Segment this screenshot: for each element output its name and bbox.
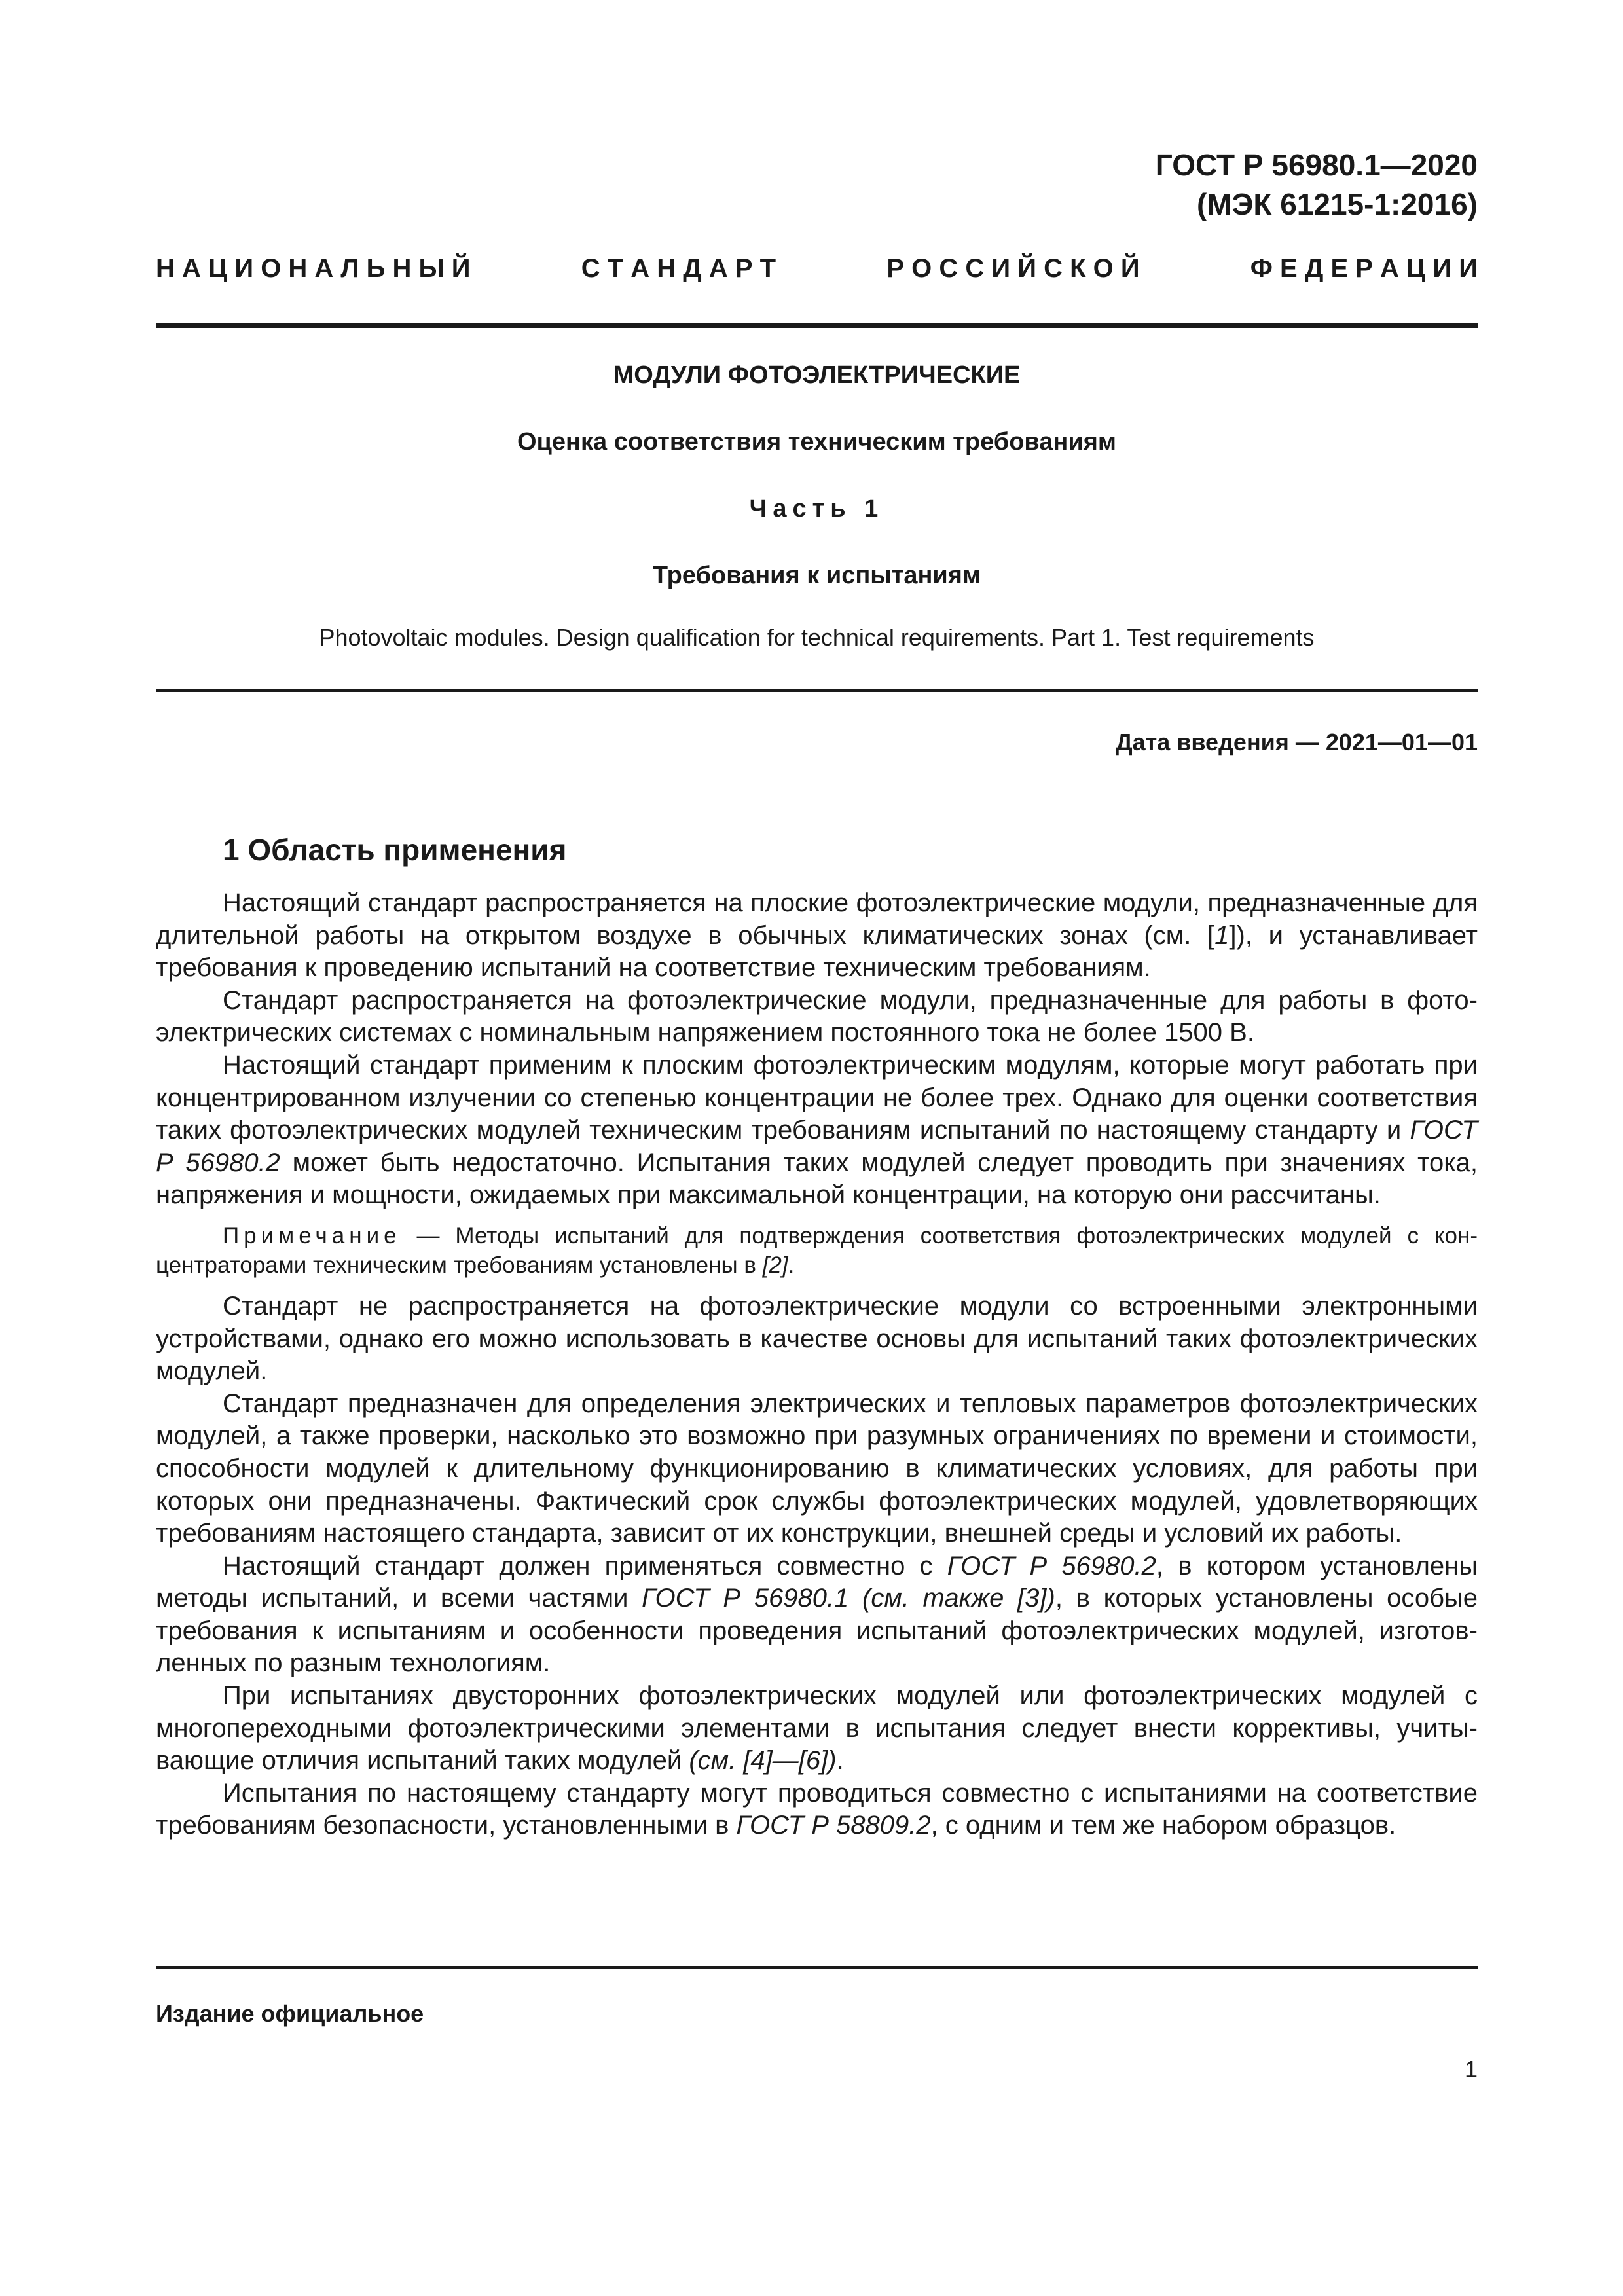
banner-word: С Т А Н Д А Р Т [581,254,776,283]
paragraph: Стандарт предназначен для определения электрических и тепловых параметров фотоэлектрических модулей, а также проверки, насколько это возможно при разумных ограничениях по времени и стоимости, способности модулей к длительному функционированию в климатических условиях, для работы при которых они предназначены. Фактический срок службы фотоэлектрических модулей, удовлетворяющих требованиям настоящего стандарта, зависит от их конструкции, внешней среды и условий их работы. [156,1389,1478,1548]
note-label: Примечание [223,1222,401,1248]
section-heading: 1 Область применения [223,833,567,867]
document-part: Часть 1 [749,495,884,522]
reference-link: ГОСТ Р 56980.2 [156,1116,1478,1177]
paragraph: Настоящий стандарт должен применяться совместно с ГОСТ Р 56980.2, в котором установлены методы испытаний, и всеми частями ГОСТ Р 56980.1 (см. также [3]), в которых установлены особые требования к испытаниям и особенности проведения испытаний фотоэлектрических модулей, изготовленных по разным технологиям. [156,1551,1478,1678]
standard-code-iec: (МЭК 61215-1:2016) [1196,187,1478,221]
section-body [156,887,1478,1842]
note-paragraph: Примечание — Методы испытаний для подтверждения соответствия фотоэлектрических модулей с концентраторами техническим требованиям установлены в [2]. [156,1222,1478,1278]
reference-link: ГОСТ Р 56980.1 (см. также [3]) [642,1584,1055,1613]
banner-word: Н А Ц И О Н А Л Ь Н Ы Й [156,254,471,283]
standard-code-gost: ГОСТ Р 56980.1—2020 [1155,148,1478,182]
english-title: Photovoltaic modules. Design qualification for technical requirements. Part 1. Test requirements [319,624,1315,651]
standard-code [1156,145,1478,224]
banner-word: Р О С С И Й С К О Й [886,254,1140,283]
paragraph: При испытаниях двусторонних фотоэлектрических модулей или фотоэлектрических модулей с многопереходными фотоэлектрическими элементами в испытания следует внести коррективы, учитывающие отличия испытаний таких модулей (см. [4]—[6]). [156,1681,1478,1776]
reference-link: 1 [1214,920,1230,950]
title-divider [156,689,1478,692]
reference-link: [2] [762,1252,788,1278]
document-title: МОДУЛИ ФОТОЭЛЕКТРИЧЕСКИЕ [613,361,1021,389]
reference-link: ГОСТ Р 56980.2 [947,1551,1156,1580]
paragraph: Испытания по настоящему стандарту могут проводиться совместно с испытаниями на соответствие требованиям безопасности, установленными в ГОСТ Р 58809.2, с одним и тем же набором образцов. [156,1778,1478,1840]
document-subtitle: Оценка соответствия техническим требованиям [517,428,1117,456]
introduction-date: Дата введения — 2021—01—01 [1115,729,1478,756]
footer-divider [156,1966,1478,1969]
paragraph: Стандарт распространяется на фотоэлектрические модули, предназначенные для работы в фотоэлектрических системах с номинальным напряжением постоянного тока не более 1500 В. [156,985,1478,1048]
reference-link: (см. [4]—[6]) [689,1746,837,1776]
page-number: 1 [1464,2056,1478,2083]
paragraph: Настоящий стандарт применим к плоским фотоэлектрическим модулям, которые могут работать при концентрированном излучении со степенью концентрации не более трех. Однако для оценки соответствия таких фотоэлектрических модулей техническим требованиям испытаний по настоящему стандарту и ГОСТ Р 56980.2 может быть недостаточно. Испытания таких модулей следует проводить при значениях тока, напряжения и мощности, ожидаемых при максимальной концентрации, на которую они рассчитаны. [156,1050,1478,1210]
banner-word: Ф Е Д Е Р А Ц И И [1250,254,1478,283]
official-edition-label: Издание официальное [156,2000,424,2027]
document-part-title: Требования к испытаниям [652,562,981,589]
national-standard-banner [156,251,1478,285]
header-divider [156,323,1478,328]
paragraph: Стандарт не распространяется на фотоэлектрические модули со встроенными электронными устройствами, однако его можно использовать в качестве основы для испытаний таких фотоэлектрических модулей. [156,1291,1478,1386]
paragraph: Настоящий стандарт распространяется на плоские фотоэлектрические модули, предназначенные для длительной работы на открытом воздухе в обычных климатических зонах (см. [1]), и устанавливает требования к проведению испытаний на соответствие техническим требованиям. [156,888,1478,983]
reference-link: ГОСТ Р 58809.2 [736,1811,931,1840]
